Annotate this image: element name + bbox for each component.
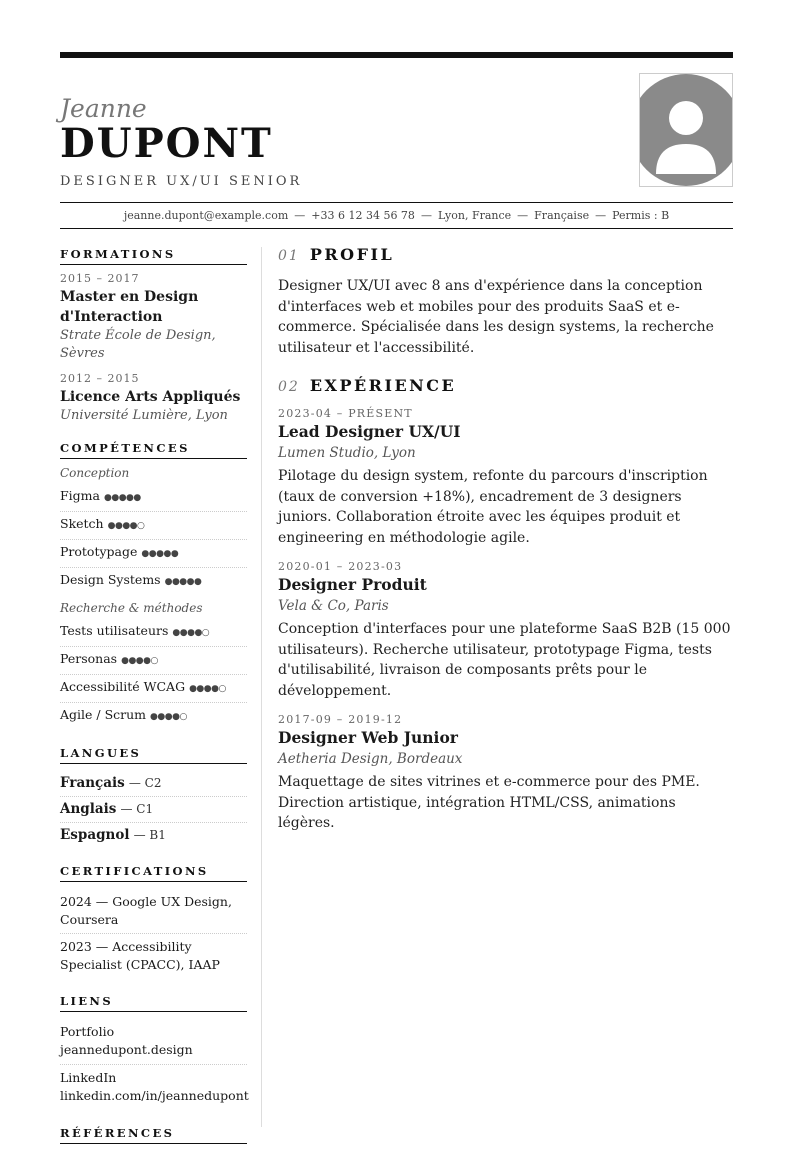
education-degree: Master en Design d'Interaction	[60, 289, 199, 325]
skill-category: Recherche & méthodes	[60, 601, 203, 615]
job-dates: 2023-04 – PRÉSENT	[278, 407, 413, 420]
experience-item	[278, 560, 733, 701]
skill-rating: ●●●●○	[107, 521, 145, 531]
job-title: DESIGNER UX/UI SENIOR	[60, 174, 303, 189]
section-header	[278, 376, 733, 395]
skill-item	[60, 703, 247, 730]
language-name: Français	[60, 775, 125, 791]
skill-name: Agile / Scrum	[60, 707, 147, 722]
first-name: Jeanne	[60, 94, 147, 123]
skill-item	[60, 675, 247, 703]
link-url[interactable]: linkedin.com/in/jeannedupont	[60, 1088, 249, 1103]
skill-item	[60, 647, 247, 675]
link-url[interactable]: jeannedupont.design	[60, 1042, 193, 1057]
skill-name: Figma	[60, 488, 100, 503]
section-title: COMPÉTENCES	[60, 441, 247, 459]
user-avatar-icon	[640, 74, 732, 186]
skill-rating: ●●●●●	[103, 493, 141, 503]
education-school: Université Lumière, Lyon	[60, 408, 228, 423]
language-name: Espagnol	[60, 827, 130, 843]
job-role: Designer Web Junior	[278, 728, 458, 747]
contact-bar	[60, 202, 733, 229]
skill-rating: ●●●●○	[150, 712, 187, 722]
link-item	[60, 1065, 247, 1110]
language-level: — C1	[120, 802, 154, 816]
language-item	[60, 771, 247, 797]
section-header	[278, 245, 733, 264]
education-item	[60, 272, 247, 363]
job-description: Conception d'interfaces pour une plateforme SaaS B2B (15 000 utilisateurs). Recherche utilisateur, prototypage Figma, tests d'utilisabilité, livraison de composants prêts pour le développement.	[278, 621, 731, 699]
contact-email[interactable]: jeanne.dupont@example.com	[123, 209, 289, 222]
education-item	[60, 372, 247, 425]
skill-rating: ●●●●●	[141, 549, 179, 559]
job-description: Pilotage du design system, refonte du parcours d'inscription (taux de conversion +18%), encadrement de 3 designers juniors. Collaboration étroite avec les équipes produit et engineering en méthodologie agile.	[278, 468, 708, 546]
language-level: — C2	[128, 776, 162, 790]
education-dates: 2012 – 2015	[60, 372, 140, 385]
job-role: Designer Produit	[278, 575, 427, 594]
certification-item: 2023 — Accessibility Specialist (CPACC), IAAP	[60, 939, 220, 972]
education-dates: 2015 – 2017	[60, 272, 140, 285]
language-item	[60, 797, 247, 823]
experience-item	[278, 407, 733, 548]
header	[60, 58, 733, 202]
contact-separator: —	[420, 209, 432, 222]
language-item	[60, 823, 247, 848]
job-role: Lead Designer UX/UI	[278, 422, 461, 441]
language-level: — B1	[133, 828, 166, 842]
skill-rating: ●●●●○	[121, 656, 158, 666]
last-name: DUPONT	[60, 120, 273, 167]
section-title: PROFIL	[309, 245, 395, 264]
skill-name: Sketch	[60, 516, 104, 531]
experience-item	[278, 713, 733, 834]
skill-name: Accessibilité WCAG	[60, 679, 186, 694]
contact-nationality: Française	[534, 209, 590, 222]
main-content	[278, 245, 733, 846]
skill-item	[60, 484, 247, 512]
experience-section	[278, 376, 733, 834]
contact-phone[interactable]: +33 6 12 34 56 78	[311, 209, 415, 222]
education-section	[60, 247, 247, 425]
links-section	[60, 994, 247, 1110]
contact-license: Permis : B	[612, 209, 670, 222]
languages-section	[60, 746, 247, 848]
section-number: 01	[278, 248, 300, 264]
skill-name: Design Systems	[60, 572, 161, 587]
skill-item	[60, 540, 247, 568]
skill-item	[60, 619, 247, 647]
skill-name: Prototypage	[60, 544, 138, 559]
profile-section	[278, 245, 733, 358]
link-item	[60, 1019, 247, 1065]
section-title: FORMATIONS	[60, 247, 247, 265]
skills-section	[60, 441, 247, 730]
contact-city: Lyon, France	[437, 209, 512, 222]
section-title: EXPÉRIENCE	[309, 376, 457, 395]
job-company: Vela & Co, Paris	[278, 598, 389, 614]
cv-page	[60, 52, 733, 1140]
job-dates: 2020-01 – 2023-03	[278, 560, 403, 573]
skill-category: Conception	[60, 466, 130, 480]
section-title: LIENS	[60, 994, 247, 1012]
skill-name: Personas	[60, 651, 118, 666]
link-label: Portfolio	[60, 1024, 115, 1039]
section-title: LANGUES	[60, 746, 247, 764]
skill-rating: ●●●●●	[164, 577, 202, 587]
column-divider	[261, 247, 262, 1127]
section-title: CERTIFICATIONS	[60, 864, 247, 882]
skill-rating: ●●●●○	[189, 684, 226, 694]
education-school: Strate École de Design, Sèvres	[60, 328, 216, 361]
job-description: Maquettage de sites vitrines et e-commerce pour des PME. Direction artistique, intégration HTML/CSS, animations légères.	[278, 774, 700, 831]
section-title: RÉFÉRENCES	[60, 1126, 247, 1144]
contact-separator: —	[517, 209, 529, 222]
language-name: Anglais	[60, 801, 117, 817]
skill-name: Tests utilisateurs	[60, 623, 169, 638]
profile-text: Designer UX/UI avec 8 ans d'expérience dans la conception d'interfaces web et mobiles pour des produits SaaS et e-commerce. Spécialisée dans les design systems, la recherche utilisateur et l'accessibilité.	[278, 278, 714, 356]
section-number: 02	[278, 379, 300, 395]
skill-item	[60, 512, 247, 540]
link-label: LinkedIn	[60, 1070, 117, 1085]
references-section	[60, 1126, 247, 1144]
profile-photo	[639, 73, 733, 187]
sidebar	[60, 247, 247, 1160]
job-company: Lumen Studio, Lyon	[278, 445, 416, 461]
education-degree: Licence Arts Appliqués	[60, 389, 241, 405]
certifications-section	[60, 864, 247, 978]
contact-separator: —	[294, 209, 306, 222]
contact-separator: —	[595, 209, 607, 222]
skill-rating: ●●●●○	[172, 628, 210, 638]
skill-item	[60, 568, 247, 595]
certification-item: 2024 — Google UX Design, Coursera	[60, 889, 247, 934]
job-dates: 2017-09 – 2019-12	[278, 713, 403, 726]
job-company: Aetheria Design, Bordeaux	[278, 751, 463, 767]
